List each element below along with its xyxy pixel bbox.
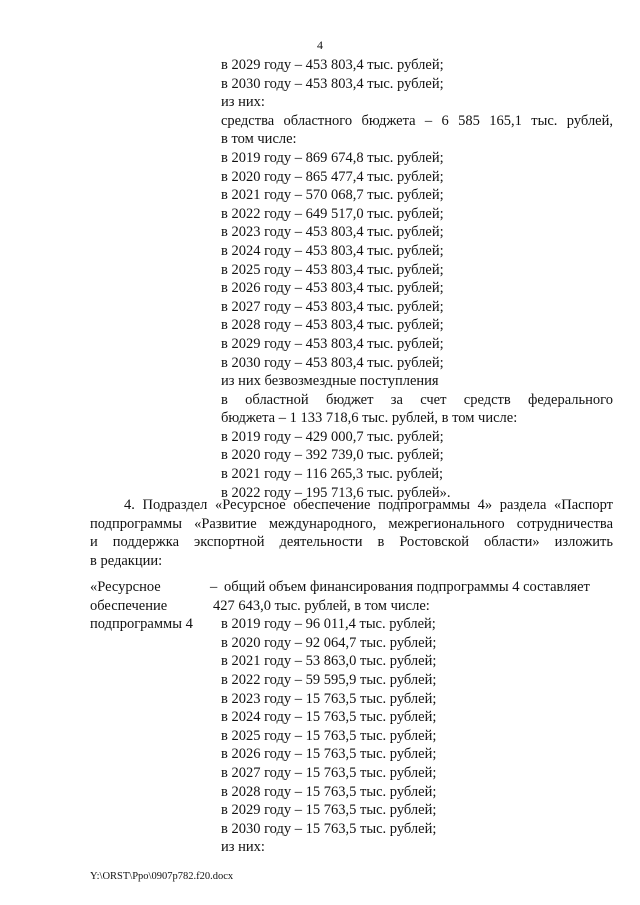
list-item: в 2021 году – 570 068,7 тыс. рублей;: [221, 187, 444, 204]
list-item: из них безвозмездные поступления: [221, 373, 439, 390]
list-item: бюджета – 1 133 718,6 тыс. рублей, в том числе:: [221, 410, 518, 427]
resource-values: [224, 578, 613, 597]
list-item: в 2028 году – 453 803,4 тыс. рублей;: [221, 317, 444, 334]
list-item: в 2022 году – 59 595,9 тыс. рублей;: [221, 671, 437, 688]
label-line: подпрограммы 4: [90, 616, 193, 633]
resource-values-list: [213, 597, 613, 857]
top-amounts-block: [221, 56, 613, 502]
list-item: в 2030 году – 453 803,4 тыс. рублей;: [221, 75, 444, 92]
list-item: в 2019 году – 96 011,4 тыс. рублей;: [221, 616, 436, 633]
list-item: в 2020 году – 392 739,0 тыс. рублей;: [221, 447, 444, 464]
paragraph-line: подпрограммы «Развитие международного, межрегионального сотрудничества: [90, 515, 613, 532]
list-item: в 2022 году – 649 517,0 тыс. рублей;: [221, 205, 444, 222]
paragraph-line: в редакции:: [90, 552, 163, 569]
list-item: в 2030 году – 453 803,4 тыс. рублей;: [221, 354, 444, 371]
list-item: в 2029 году – 453 803,4 тыс. рублей;: [221, 57, 444, 73]
total-line: общий объем финансирования подпрограммы 4 составляет: [224, 579, 590, 595]
page-number: 4: [317, 38, 323, 52]
federal-funds-line: в областной бюджет за счет средств федерального: [221, 391, 613, 408]
label-line: обеспечение: [90, 597, 168, 614]
list-item: в том числе:: [221, 131, 297, 148]
list-item: 427 643,0 тыс. рублей, в том числе:: [213, 597, 430, 614]
list-item: в 2021 году – 116 265,3 тыс. рублей;: [221, 466, 444, 483]
list-item: в 2029 году – 15 763,5 тыс. рублей;: [221, 802, 437, 819]
file-path-footer: Y:\ORST\Ppo\0907p782.f20.docx: [90, 871, 234, 882]
list-item: в 2027 году – 15 763,5 тыс. рублей;: [221, 764, 437, 781]
list-item: в 2028 году – 15 763,5 тыс. рублей;: [221, 783, 437, 800]
paragraph-4: [90, 496, 613, 570]
list-item: в 2022 году – 195 713,6 тыс. рублей».: [221, 484, 451, 501]
list-item: в 2020 году – 92 064,7 тыс. рублей;: [221, 634, 437, 651]
label-line: «Ресурсное: [90, 579, 161, 595]
list-item: в 2020 году – 865 477,4 тыс. рублей;: [221, 168, 444, 185]
resource-label: [90, 578, 205, 634]
list-item: в 2024 году – 15 763,5 тыс. рублей;: [221, 709, 437, 726]
list-item: в 2019 году – 429 000,7 тыс. рублей;: [221, 428, 444, 445]
paragraph-line: 4. Подраздел «Ресурсное обеспечение подпрограммы 4» раздела «Паспорт: [124, 497, 613, 513]
list-item: в 2021 году – 53 863,0 тыс. рублей;: [221, 653, 437, 670]
list-item: в 2029 году – 453 803,4 тыс. рублей;: [221, 335, 444, 352]
list-item: в 2026 году – 453 803,4 тыс. рублей;: [221, 280, 444, 297]
paragraph-line: и поддержка экспортной деятельности в Ростовской области» изложить: [90, 534, 613, 551]
list-item: в 2026 году – 15 763,5 тыс. рублей;: [221, 746, 437, 763]
list-item: из них:: [221, 94, 265, 111]
list-item: в 2019 году – 869 674,8 тыс. рублей;: [221, 149, 444, 166]
list-item: в 2023 году – 453 803,4 тыс. рублей;: [221, 224, 444, 241]
list-item: в 2023 году – 15 763,5 тыс. рублей;: [221, 690, 437, 707]
list-item: в 2025 году – 15 763,5 тыс. рублей;: [221, 727, 437, 744]
list-item: из них:: [221, 839, 265, 856]
list-item: в 2025 году – 453 803,4 тыс. рублей;: [221, 261, 444, 278]
regional-budget-line: средства областного бюджета – 6 585 165,1 тыс. рублей,: [221, 112, 613, 129]
list-item: в 2030 году – 15 763,5 тыс. рублей;: [221, 820, 437, 837]
label-dash: –: [210, 579, 218, 595]
list-item: в 2027 году – 453 803,4 тыс. рублей;: [221, 298, 444, 315]
list-item: в 2024 году – 453 803,4 тыс. рублей;: [221, 242, 444, 259]
